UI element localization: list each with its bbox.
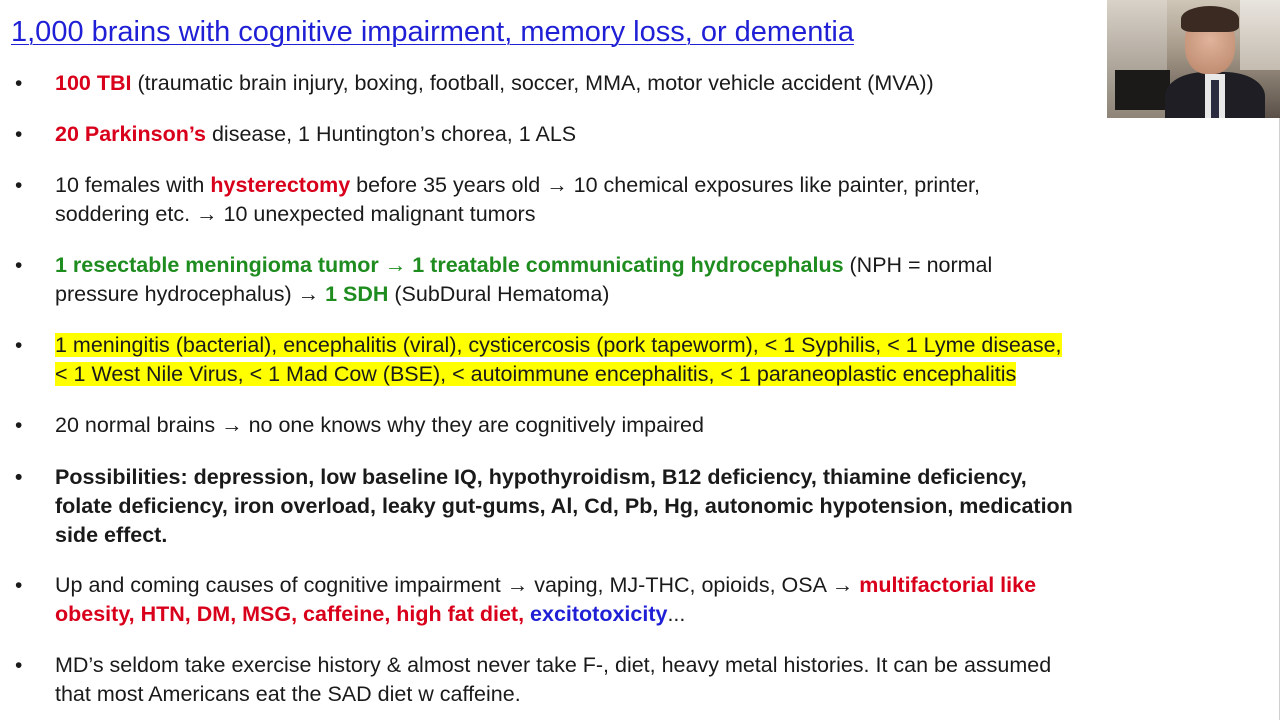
bullet-hysterectomy-line2: soddering etc. → 10 unexpected malignant tumors — [55, 202, 536, 226]
bullet-hysterectomy-pre: 10 females with — [55, 173, 211, 197]
bullet-excitotoxicity: excitotoxicity — [530, 602, 668, 626]
bullet-meningioma-line2-pre: pressure hydrocephalus) → — [55, 282, 326, 306]
webcam-presenter-tie — [1211, 80, 1219, 118]
bullet-parkinsons-emphasis: 20 Parkinson’s — [55, 122, 206, 146]
bullet-up-and-coming-red2: obesity, HTN, DM, MSG, caffeine, high fat diet, — [55, 602, 531, 626]
webcam-presenter-hair — [1181, 6, 1239, 32]
bullet-sdh-emphasis: 1 SDH — [325, 282, 389, 306]
bullet-possibilities-line2: folate deficiency, iron overload, leaky gut-gums, Al, Cd, Pb, Hg, autonomic hypotension, medication — [55, 494, 1073, 518]
bullet-meningioma — [55, 251, 1274, 309]
bullet-md-history-line1: MD’s seldom take exercise history & almost never take F-, diet, heavy metal histories. It can be assumed — [55, 653, 1052, 677]
bullet-meningioma-mid: (NPH = normal — [843, 253, 993, 277]
bullet-possibilities — [55, 463, 1276, 550]
bullet-up-and-coming — [55, 571, 1274, 629]
bullet-parkinsons — [55, 120, 1274, 149]
bullet-hysterectomy-emphasis: hysterectomy — [210, 173, 351, 197]
bullet-md-history-line2: that most Americans eat the SAD diet w caffeine. — [55, 682, 521, 706]
bullet-parkinsons-text: disease, 1 Huntington’s chorea, 1 ALS — [205, 122, 577, 146]
webcam-background-piano — [1115, 70, 1170, 110]
bullet-meningioma-line2-post: (SubDural Hematoma) — [388, 282, 610, 306]
bullet-meningioma-emphasis: 1 resectable meningioma tumor → 1 treatable communicating hydrocephalus — [55, 253, 844, 277]
bullet-infections — [55, 331, 1274, 389]
bullet-infections-line2: < 1 West Nile Virus, < 1 Mad Cow (BSE), < autoimmune encephalitis, < 1 paraneoplastic encephalitis — [55, 362, 1017, 386]
bullet-infections-line1: 1 meningitis (bacterial), encephalitis (viral), cysticercosis (pork tapeworm), < 1 Syphilis, < 1 Lyme disease, — [55, 333, 1062, 357]
bullet-up-and-coming-red1: multifactorial like — [859, 573, 1037, 597]
bullet-possibilities-line1: Possibilities: depression, low baseline IQ, hypothyroidism, B12 deficiency, thiamine deficiency, — [55, 465, 1027, 489]
bullet-tbi — [55, 69, 1274, 98]
bullet-possibilities-line3: side effect. — [55, 523, 168, 547]
bullet-tbi-text: (traumatic brain injury, boxing, football, soccer, MMA, motor vehicle accident (MVA)) — [131, 71, 934, 95]
bullet-up-and-coming-post: ... — [667, 602, 686, 626]
bullet-up-and-coming-pre: Up and coming causes of cognitive impairment → vaping, MJ-THC, opioids, OSA → — [55, 573, 860, 597]
bullet-hysterectomy-mid: before 35 years old → 10 chemical exposures like painter, printer, — [350, 173, 980, 197]
bullet-normal-brains — [55, 411, 1274, 440]
webcam-background-window — [1240, 0, 1280, 70]
bullet-tbi-emphasis: 100 TBI — [55, 71, 132, 95]
webcam-video-tile[interactable] — [1107, 0, 1280, 118]
bullet-md-history — [55, 651, 1274, 709]
slide-title-link[interactable]: 1,000 brains with cognitive impairment, memory loss, or dementia — [11, 16, 854, 48]
bullet-hysterectomy — [55, 171, 1274, 229]
bullet-normal-brains-text: 20 normal brains → no one knows why they are cognitively impaired — [55, 413, 704, 437]
